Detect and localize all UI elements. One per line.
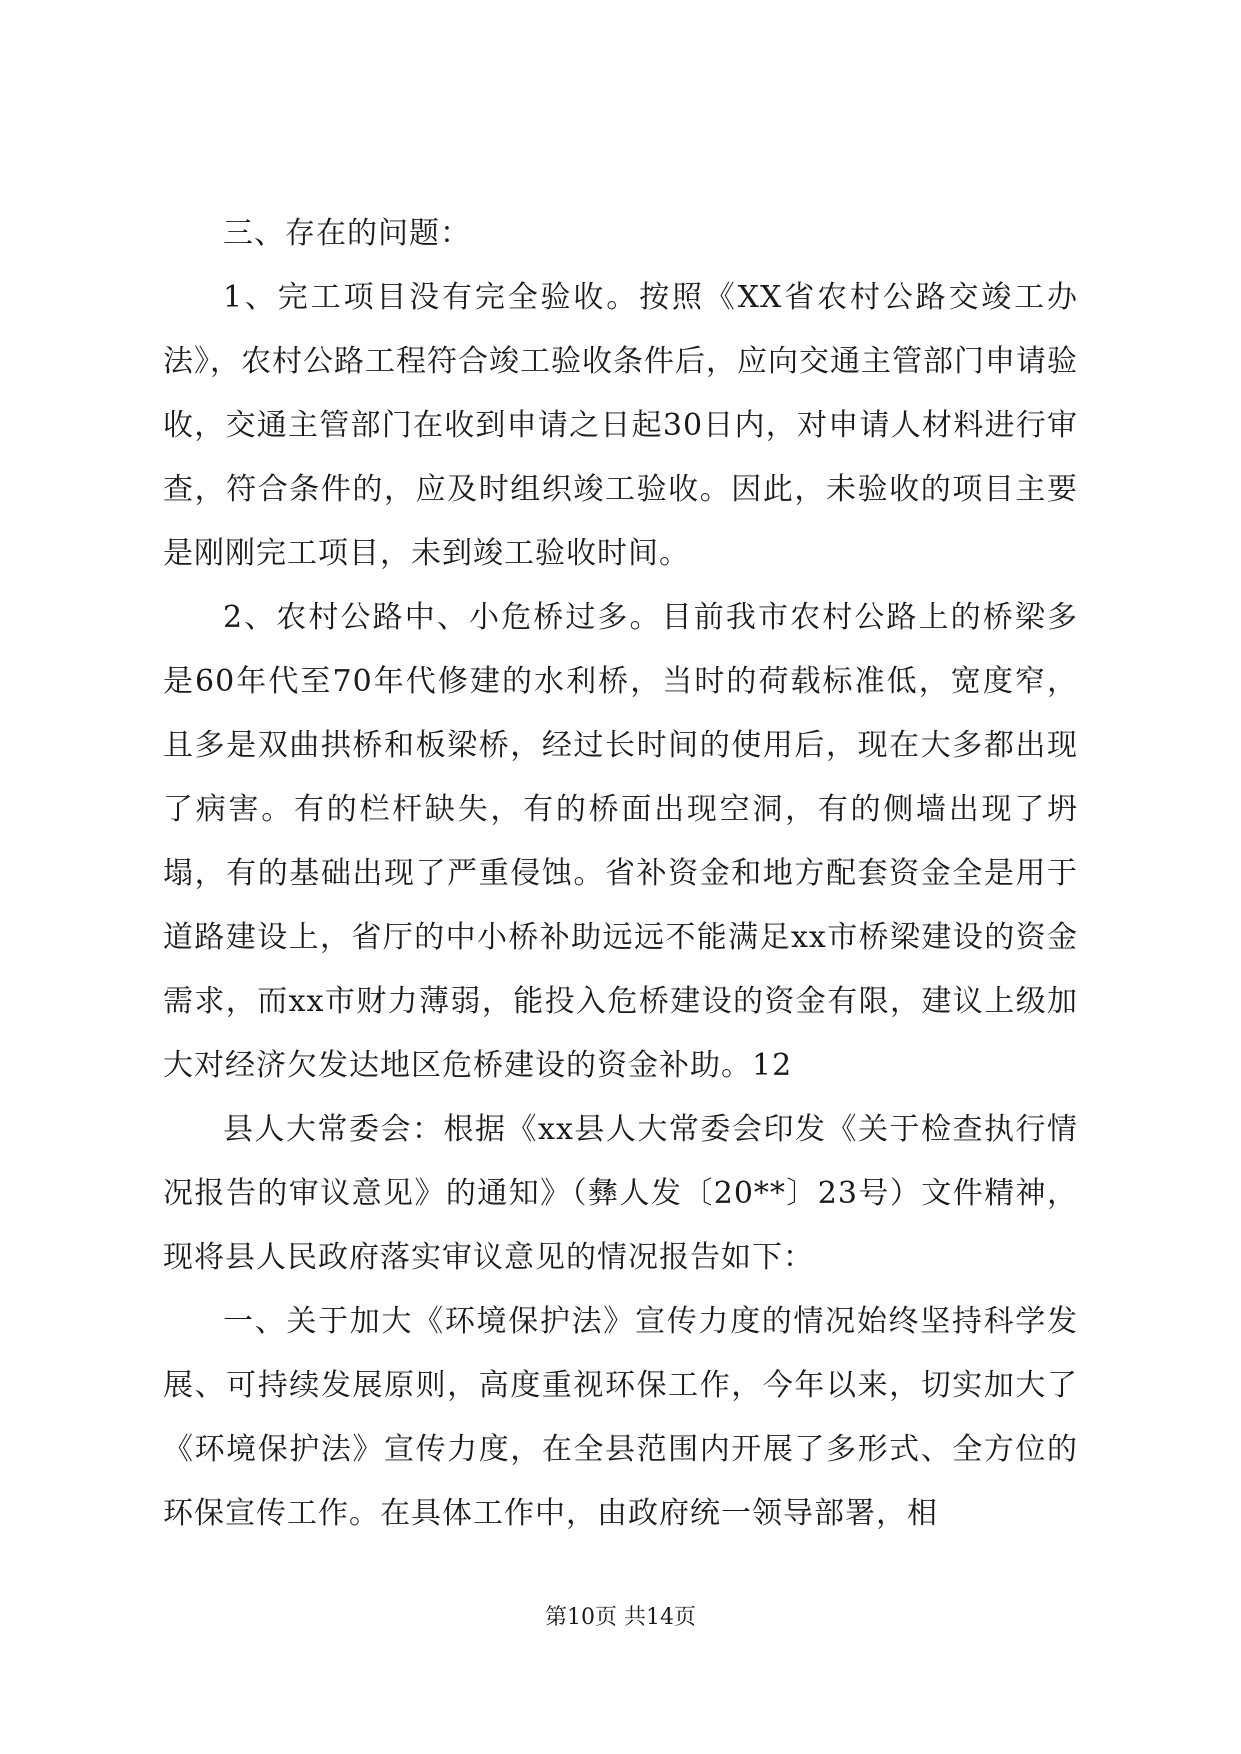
page-number: 第10页 共14页 xyxy=(545,1605,696,1630)
paragraph-environment: 一、关于加大《环境保护法》宣传力度的情况始终坚持科学发展、可持续发展原则，高度重视环保工作，今年以来，切实加大了《环境保护法》宣传力度，在全县范围内开展了多形式、全方位的环保宣传工作。在具体工作中，由政府统一领导部署，相 xyxy=(163,1304,1078,1531)
body-text xyxy=(163,202,1078,1546)
paragraph-item-1: 1、完工项目没有完全验收。按照《XX省农村公路交竣工办法》，农村公路工程符合竣工验收条件后，应向交通主管部门申请验收，交通主管部门在收到申请之日起30日内，对申请人材料进行审查，符合条件的，应及时组织竣工验收。因此，未验收的项目主要是刚刚完工项目，未到竣工验收时间。 xyxy=(163,280,1078,571)
paragraph-item-2: 2、农村公路中、小危桥过多。目前我市农村公路上的桥梁多是60年代至70年代修建的水利桥，当时的荷载标准低，宽度窄，且多是双曲拱桥和板梁桥，经过长时间的使用后，现在大多都出现了病害。有的栏杆缺失，有的桥面出现空洞，有的侧墙出现了坍塌，有的基础出现了严重侵蚀。省补资金和地方配套资金全是用于道路建设上，省厅的中小桥补助远远不能满足xx市桥梁建设的资金需求，而xx市财力薄弱，能投入危桥建设的资金有限，建议上级加大对经济欠发达地区危桥建设的资金补助。12 xyxy=(163,600,1078,1083)
paragraph-committee: 县人大常委会：根据《xx县人大常委会印发《关于检查执行情况报告的审议意见》的通知》（彝人发〔20**〕23号）文件精神，现将县人民政府落实审议意见的情况报告如下： xyxy=(163,1112,1078,1275)
section-heading: 三、存在的问题： xyxy=(223,216,471,251)
